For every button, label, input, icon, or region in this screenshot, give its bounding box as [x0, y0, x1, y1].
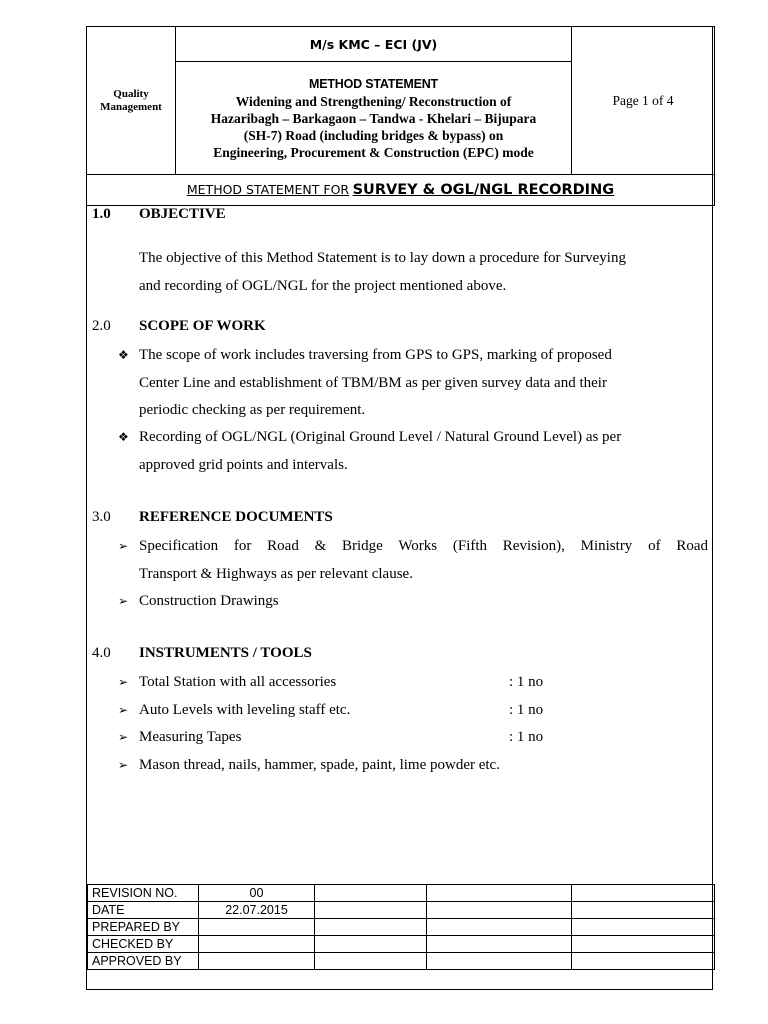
revision-label: REVISION NO. [88, 885, 199, 902]
scope-item-2-line-1: Recording of OGL/NGL (Original Ground Level / Natural Ground Level) as per [139, 429, 622, 445]
scope-item-1 [118, 342, 708, 425]
objective-line-1: The objective of this Method Statement is to lay down a procedure for Surveying [139, 250, 626, 266]
scope-item-1-line-3: periodic checking as per requirement. [139, 402, 366, 418]
instrument-item-2 [118, 697, 708, 725]
project-line-1: Widening and Strengthening/ Reconstruction of [235, 93, 512, 109]
empty-cell [572, 902, 715, 919]
title-main: SURVEY & OGL/NGL RECORDING [352, 181, 615, 198]
quality-management-text: Quality Management [100, 87, 162, 113]
empty-cell [427, 902, 572, 919]
objective-line-2: and recording of OGL/NGL for the project mentioned above. [139, 278, 507, 294]
reference-item-2 [118, 588, 708, 616]
diamond-bullet-icon: ❖ [118, 430, 129, 444]
approved-by-value [199, 953, 315, 970]
empty-cell [572, 953, 715, 970]
project-description [176, 62, 572, 175]
reference-item-2-text: Construction Drawings [139, 593, 279, 609]
instrument-name: Measuring Tapes [139, 729, 242, 745]
empty-cell [572, 919, 715, 936]
checked-by-label: CHECKED BY [88, 936, 199, 953]
revision-value: 00 [199, 885, 315, 902]
empty-cell [572, 885, 715, 902]
instrument-item-4 [118, 752, 708, 780]
section-3-number: 3.0 [92, 509, 111, 525]
diamond-bullet-icon: ❖ [118, 348, 129, 362]
company-name [176, 27, 572, 62]
objective-paragraph [139, 244, 701, 300]
title-prefix: METHOD STATEMENT FOR [186, 181, 350, 197]
scope-item-1-line-1: The scope of work includes traversing from GPS to GPS, marking of proposed [139, 347, 612, 363]
arrow-bullet-icon: ➢ [118, 703, 129, 717]
scope-item-1-line-2: Center Line and establishment of TBM/BM as per given survey data and their [139, 374, 607, 391]
table-row [88, 936, 715, 953]
arrow-bullet-icon: ➢ [118, 594, 129, 608]
revision-table [87, 884, 715, 970]
reference-item-1-line-2: Transport & Highways as per relevant clause. [139, 565, 413, 582]
empty-cell [427, 919, 572, 936]
instrument-name: Mason thread, nails, hammer, spade, paint, lime powder etc. [139, 757, 500, 773]
section-2-heading: SCOPE OF WORK [139, 318, 266, 334]
empty-cell [572, 936, 715, 953]
empty-cell [315, 885, 427, 902]
prepared-by-label: PREPARED BY [88, 919, 199, 936]
empty-cell [315, 919, 427, 936]
empty-cell [427, 885, 572, 902]
arrow-bullet-icon: ➢ [118, 758, 129, 772]
instrument-quantity: : 1 no [509, 674, 544, 690]
arrow-bullet-icon: ➢ [118, 730, 129, 744]
date-label: DATE [88, 902, 199, 919]
project-line-4: Engineering, Procurement & Construction (EPC) mode [213, 144, 534, 160]
empty-cell [427, 936, 572, 953]
table-row [88, 885, 715, 902]
instrument-name: Total Station with all accessories [139, 674, 337, 690]
empty-cell [315, 936, 427, 953]
table-row [88, 953, 715, 970]
scope-item-2 [118, 424, 708, 479]
empty-cell [315, 902, 427, 919]
table-row [88, 902, 715, 919]
quality-management-label [87, 27, 176, 175]
instrument-name: Auto Levels with leveling staff etc. [139, 702, 351, 718]
page-number-cell [572, 27, 715, 175]
project-line-3: (SH-7) Road (including bridges & bypass) on [243, 127, 504, 143]
page-number: Page 1 of 4 [612, 92, 674, 108]
section-1-heading: OBJECTIVE [139, 206, 226, 222]
instrument-item-3 [118, 724, 708, 752]
section-1-number: 1.0 [92, 206, 111, 222]
reference-item-1-line-1: Specification for Road & Bridge Works (Fifth Revision), Ministry of Road [139, 538, 708, 554]
table-row [88, 919, 715, 936]
section-4-number: 4.0 [92, 645, 111, 661]
section-3-heading: REFERENCE DOCUMENTS [139, 509, 333, 525]
section-4-heading: INSTRUMENTS / TOOLS [139, 645, 312, 661]
arrow-bullet-icon: ➢ [118, 675, 129, 689]
document-title [87, 175, 715, 206]
empty-cell [427, 953, 572, 970]
arrow-bullet-icon: ➢ [118, 539, 129, 553]
date-value: 22.07.2015 [199, 902, 315, 919]
company-name-text: M/s KMC – ECI (JV) [309, 36, 438, 52]
method-statement-heading: METHOD STATEMENT [309, 76, 438, 91]
instrument-quantity: : 1 no [509, 729, 544, 745]
project-line-2: Hazaribagh – Barkagaon – Tandwa - Khelari – Bijupara [210, 110, 537, 126]
approved-by-label: APPROVED BY [88, 953, 199, 970]
instrument-quantity: : 1 no [509, 702, 544, 718]
empty-cell [315, 953, 427, 970]
document-header [86, 26, 715, 206]
scope-item-2-line-2: approved grid points and intervals. [139, 456, 348, 473]
instrument-item-1 [118, 669, 708, 697]
section-2-number: 2.0 [92, 318, 111, 334]
checked-by-value [199, 936, 315, 953]
reference-item-1 [118, 533, 708, 588]
prepared-by-value [199, 919, 315, 936]
